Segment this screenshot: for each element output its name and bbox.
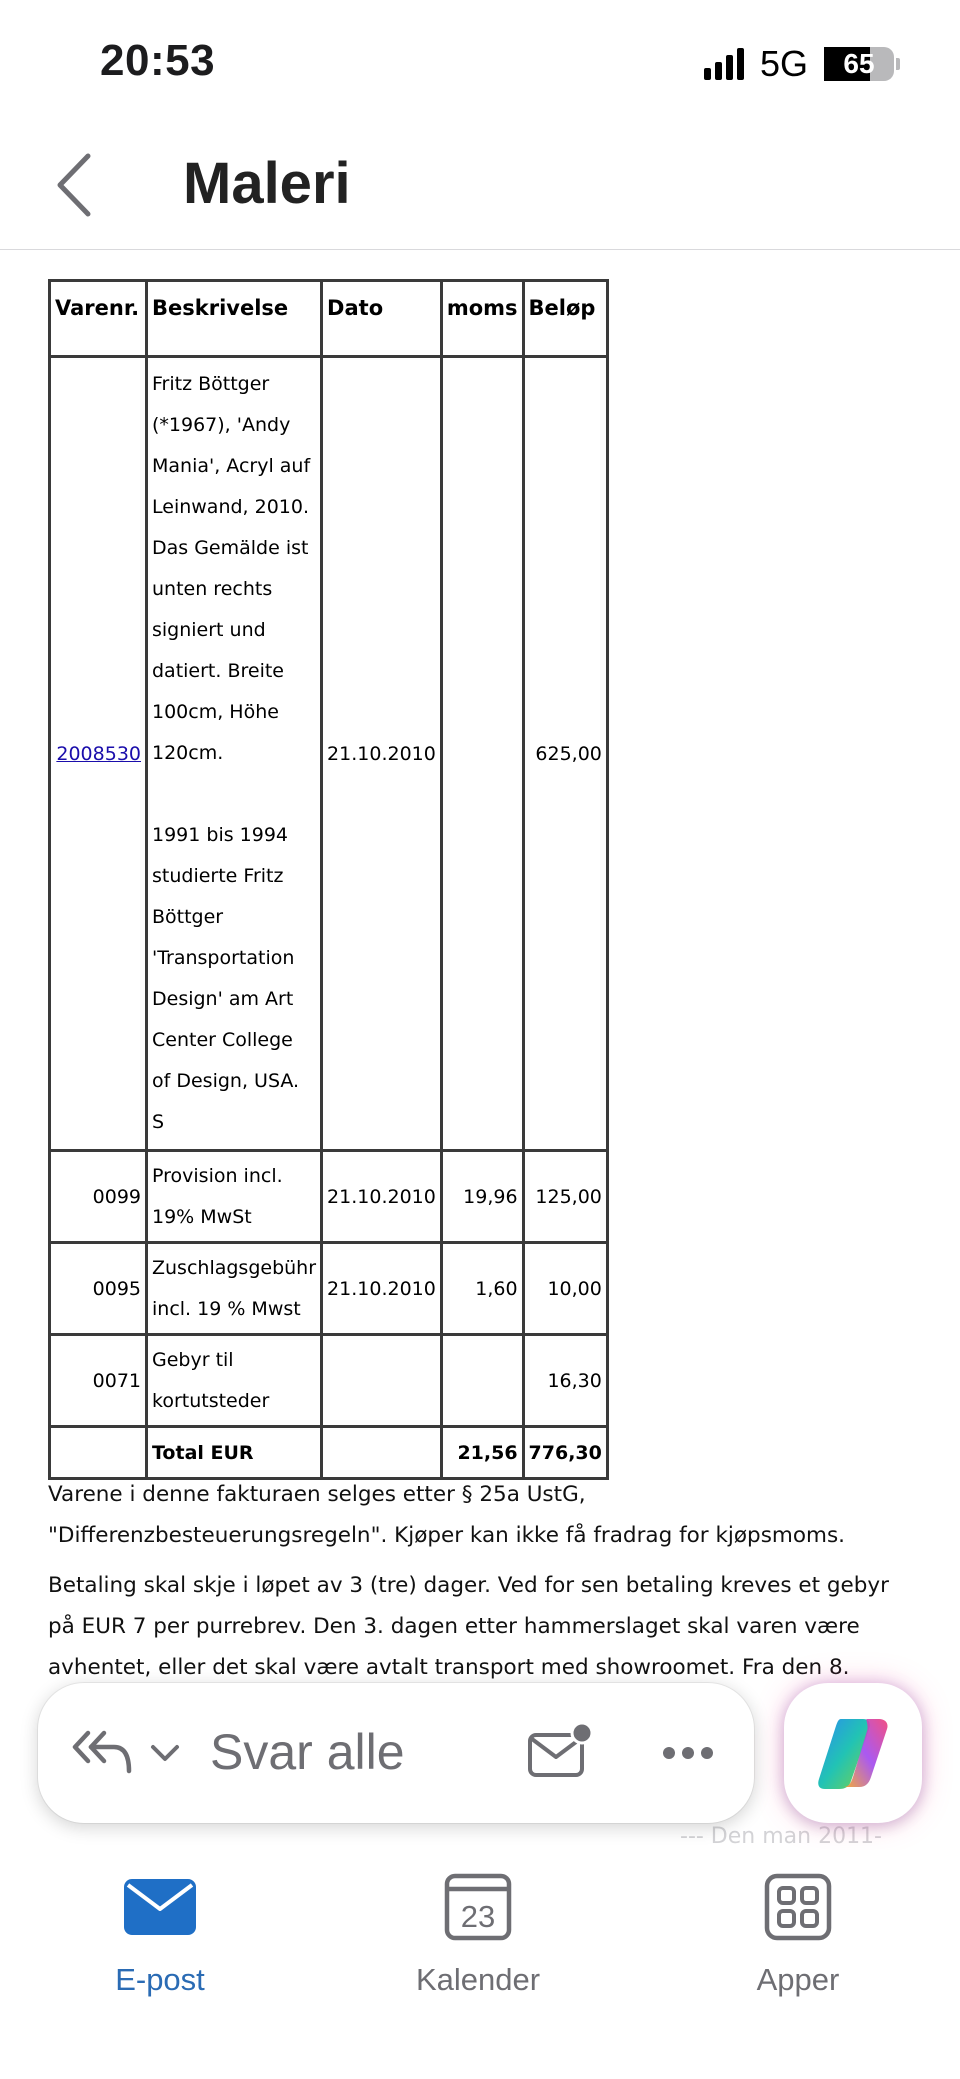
table-row xyxy=(50,1243,608,1335)
description-line: Center College xyxy=(152,1029,293,1051)
description-line: of Design, USA. xyxy=(152,1070,300,1092)
item-number-cell: 0071 xyxy=(50,1335,147,1427)
description-cell xyxy=(147,1335,322,1427)
description-text xyxy=(152,1248,316,1330)
reply-bar xyxy=(38,1683,754,1823)
status-bar xyxy=(0,0,960,120)
total-vat: 21,56 xyxy=(441,1427,523,1479)
description-line: (*1967), 'Andy xyxy=(152,414,291,436)
description-line: signiert und xyxy=(152,619,266,641)
description-cell xyxy=(147,1243,322,1335)
more-options-button[interactable] xyxy=(662,1745,714,1766)
battery-nub xyxy=(896,58,900,70)
column-header-varenr: Varenr. xyxy=(50,281,147,357)
quoted-header-text: --- Den man 2011- xyxy=(680,1824,882,1849)
status-indicators xyxy=(704,43,900,84)
battery-level: 65 xyxy=(843,48,875,79)
table-header-row xyxy=(50,281,608,357)
description-line: 120cm. xyxy=(152,742,224,764)
date-cell: 21.10.2010 xyxy=(322,357,442,1151)
description-text xyxy=(152,364,316,1143)
amount-cell: 16,30 xyxy=(523,1335,607,1427)
total-label: Total EUR xyxy=(147,1427,322,1479)
description-line: Design' am Art xyxy=(152,988,294,1010)
tab-icon-wrap xyxy=(40,1872,280,1942)
chevron-down-icon xyxy=(150,1743,180,1763)
total-amount: 776,30 xyxy=(523,1427,607,1479)
network-type: 5G xyxy=(759,43,808,84)
status-time: 20:53 xyxy=(100,36,216,85)
vat-cell: 19,96 xyxy=(441,1151,523,1243)
mail-icon xyxy=(124,1879,196,1935)
description-cell xyxy=(147,357,322,1151)
item-number-cell xyxy=(50,357,147,1151)
mail-unread-icon xyxy=(526,1721,592,1781)
amount-cell: 625,00 xyxy=(523,357,607,1151)
description-line: Mania', Acryl auf xyxy=(152,455,311,477)
back-button[interactable] xyxy=(44,150,104,220)
invoice-table xyxy=(48,279,609,1480)
tab-icon-wrap xyxy=(358,1872,598,1942)
description-cell xyxy=(147,1151,322,1243)
date-cell: 21.10.2010 xyxy=(322,1243,442,1335)
description-line: S xyxy=(152,1111,165,1133)
column-header-beskrivelse: Beskrivelse xyxy=(147,281,322,357)
description-line: 1991 bis 1994 xyxy=(152,824,289,846)
description-text xyxy=(152,1340,316,1422)
tab-apps[interactable] xyxy=(678,1872,918,1998)
description-line: Leinwand, 2010. xyxy=(152,496,310,518)
table-row xyxy=(50,1335,608,1427)
email-body xyxy=(0,251,960,1701)
column-header-belop: Beløp xyxy=(523,281,607,357)
description-line: 19% MwSt xyxy=(152,1205,252,1228)
copilot-icon xyxy=(811,1711,895,1795)
description-line: Fritz Böttger xyxy=(152,373,270,395)
description-text xyxy=(152,1156,316,1238)
date-cell: 21.10.2010 xyxy=(322,1151,442,1243)
description-line: Gebyr til xyxy=(152,1348,234,1371)
copilot-button[interactable] xyxy=(784,1683,922,1823)
description-line: Das Gemälde ist xyxy=(152,537,309,559)
item-number-cell: 0095 xyxy=(50,1243,147,1335)
empty-cell xyxy=(322,1427,442,1479)
description-line: datiert. Breite xyxy=(152,660,284,682)
item-number-cell: 0099 xyxy=(50,1151,147,1243)
more-icon xyxy=(662,1745,714,1761)
battery-icon xyxy=(824,47,894,81)
empty-cell xyxy=(50,1427,147,1479)
tab-calendar[interactable] xyxy=(358,1872,598,1998)
vat-cell xyxy=(441,357,523,1151)
payment-terms-paragraph: Betaling skal skje i løpet av 3 (tre) dager. Ved for sen betaling kreves et gebyr på EUR 7 per purrebrev. Den 3. dagen etter hammerslaget skal varen være avhentet, eller det skal være avtalt transport med showroomet. Fra den 8. xyxy=(48,1573,889,1680)
tab-icon-wrap xyxy=(678,1872,918,1942)
column-header-dato: Dato xyxy=(322,281,442,357)
description-line: studierte Fritz xyxy=(152,865,284,887)
description-line: 'Transportation xyxy=(152,947,295,969)
description-line xyxy=(152,774,316,815)
tab-label: Apper xyxy=(756,1962,840,1997)
chevron-left-icon xyxy=(54,152,94,218)
vat-cell: 1,60 xyxy=(441,1243,523,1335)
tab-bar xyxy=(0,1850,960,2079)
description-line: 100cm, Höhe xyxy=(152,701,279,723)
description-line: Provision incl. xyxy=(152,1164,283,1187)
description-line: unten rechts xyxy=(152,578,273,600)
message-header xyxy=(0,120,960,250)
tab-label: Kalender xyxy=(415,1962,541,1997)
description-line: incl. 19 % Mwst xyxy=(152,1297,301,1320)
page-title: Maleri xyxy=(183,151,351,216)
date-cell xyxy=(322,1335,442,1427)
apps-grid-icon xyxy=(764,1873,832,1941)
description-line: Böttger xyxy=(152,906,224,928)
amount-cell: 125,00 xyxy=(523,1151,607,1243)
tab-label: E-post xyxy=(115,1962,205,1997)
column-header-moms: moms xyxy=(441,281,523,357)
tab-mail[interactable] xyxy=(40,1872,280,1998)
description-line: Zuschlagsgebühr xyxy=(152,1256,317,1279)
amount-cell: 10,00 xyxy=(523,1243,607,1335)
vat-notice-paragraph: Varene i denne fakturaen selges etter § 25a UstG, "Differenzbesteuerungsregeln". Kjøper kan ikke få fradrag for kjøpsmoms. xyxy=(48,1482,845,1548)
table-row xyxy=(50,1151,608,1243)
vat-cell xyxy=(441,1335,523,1427)
signal-icon xyxy=(704,48,744,80)
calendar-day: 23 xyxy=(460,1899,496,1934)
reply-options-dropdown[interactable] xyxy=(150,1743,180,1768)
reply-all-icon xyxy=(72,1729,134,1775)
table-row xyxy=(50,357,608,1151)
description-line: kortutsteder xyxy=(152,1389,270,1412)
mark-unread-button[interactable] xyxy=(526,1721,592,1786)
table-total-row xyxy=(50,1427,608,1479)
reply-all-button[interactable] xyxy=(72,1729,134,1780)
item-number-link[interactable]: 2008530 xyxy=(56,742,141,765)
reply-all-label[interactable]: Svar alle xyxy=(210,1724,405,1780)
calendar-icon xyxy=(444,1873,512,1941)
